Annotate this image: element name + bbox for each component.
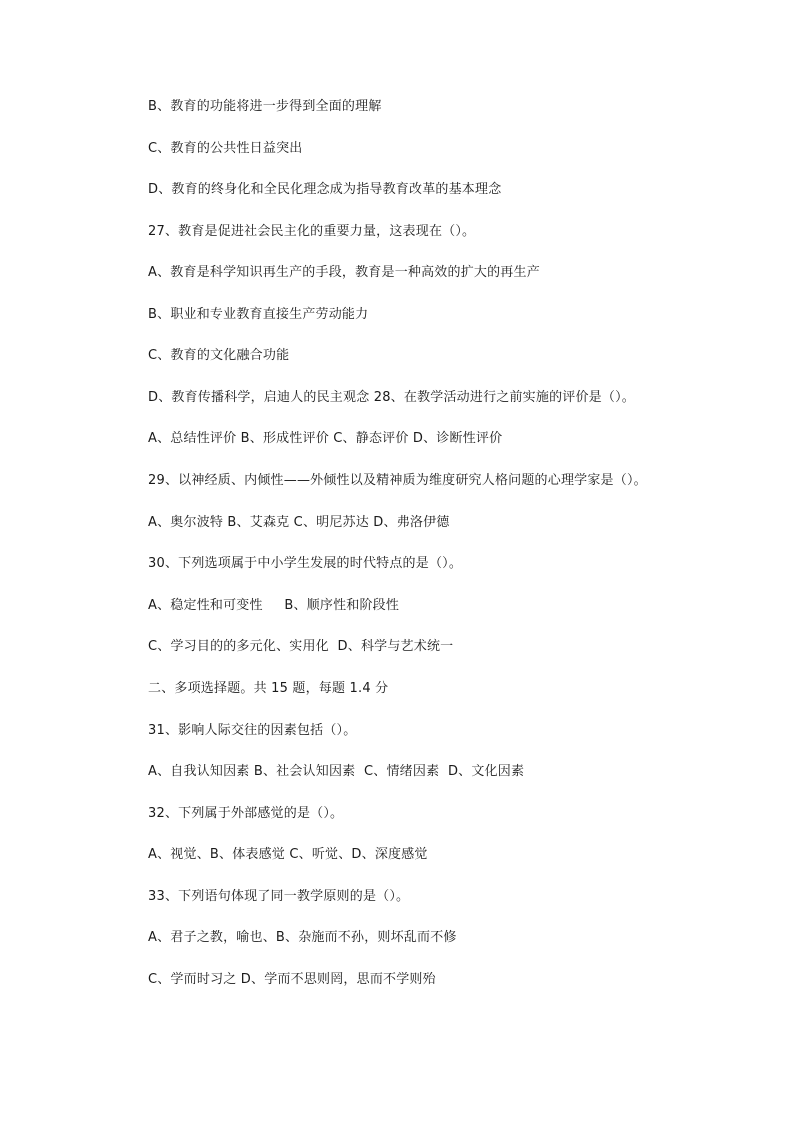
question-31: 31、影响人际交往的因素包括（）。	[148, 723, 357, 738]
option-d-line: D、教育的终身化和全民化理念成为指导教育改革的基本理念	[148, 182, 502, 197]
q33-options-ab: A、君子之教，喻也、B、杂施而不孙，则坏乱而不修	[148, 930, 457, 945]
q33-options-cd: C、学而时习之 D、学而不思则罔，思而不学则殆	[148, 972, 436, 987]
question-32: 32、下列属于外部感觉的是（）。	[148, 806, 344, 821]
q28-options: A、总结性评价 B、形成性评价 C、静态评价 D、诊断性评价	[148, 431, 503, 446]
q31-options: A、自我认知因素 B、社会认知因素 C、情绪因素 D、文化因素	[148, 764, 525, 779]
q32-options: A、视觉、B、体表感觉 C、听觉、D、深度感觉	[148, 847, 428, 862]
question-33: 33、下列语句体现了同一教学原则的是（）。	[148, 889, 410, 904]
q27-option-d-and-q28: D、教育传播科学，启迪人的民主观念 28、在教学活动进行之前实施的评价是（）。	[148, 390, 635, 405]
q27-option-b: B、职业和专业教育直接生产劳动能力	[148, 307, 369, 322]
q30-options-cd: C、学习目的的多元化、实用化 D、科学与艺术统一	[148, 639, 454, 654]
option-b-line: B、教育的功能将进一步得到全面的理解	[148, 99, 382, 114]
q27-option-a: A、教育是科学知识再生产的手段，教育是一种高效的扩大的再生产	[148, 265, 540, 280]
q27-option-c: C、教育的文化融合功能	[148, 348, 290, 363]
section-heading-multiple-choice: 二、多项选择题。共 15 题，每题 1.4 分	[148, 681, 389, 696]
q30-options-ab: A、稳定性和可变性 B、顺序性和阶段性	[148, 598, 400, 613]
question-30: 30、下列选项属于中小学生发展的时代特点的是（）。	[148, 556, 463, 571]
question-27: 27、教育是促进社会民主化的重要力量，这表现在（）。	[148, 224, 476, 239]
option-c-line: C、教育的公共性日益突出	[148, 141, 303, 156]
q29-options: A、奥尔波特 B、艾森克 C、明尼苏达 D、弗洛伊德	[148, 515, 450, 530]
question-29: 29、以神经质、内倾性——外倾性以及精神质为维度研究人格问题的心理学家是（）。	[148, 473, 647, 488]
